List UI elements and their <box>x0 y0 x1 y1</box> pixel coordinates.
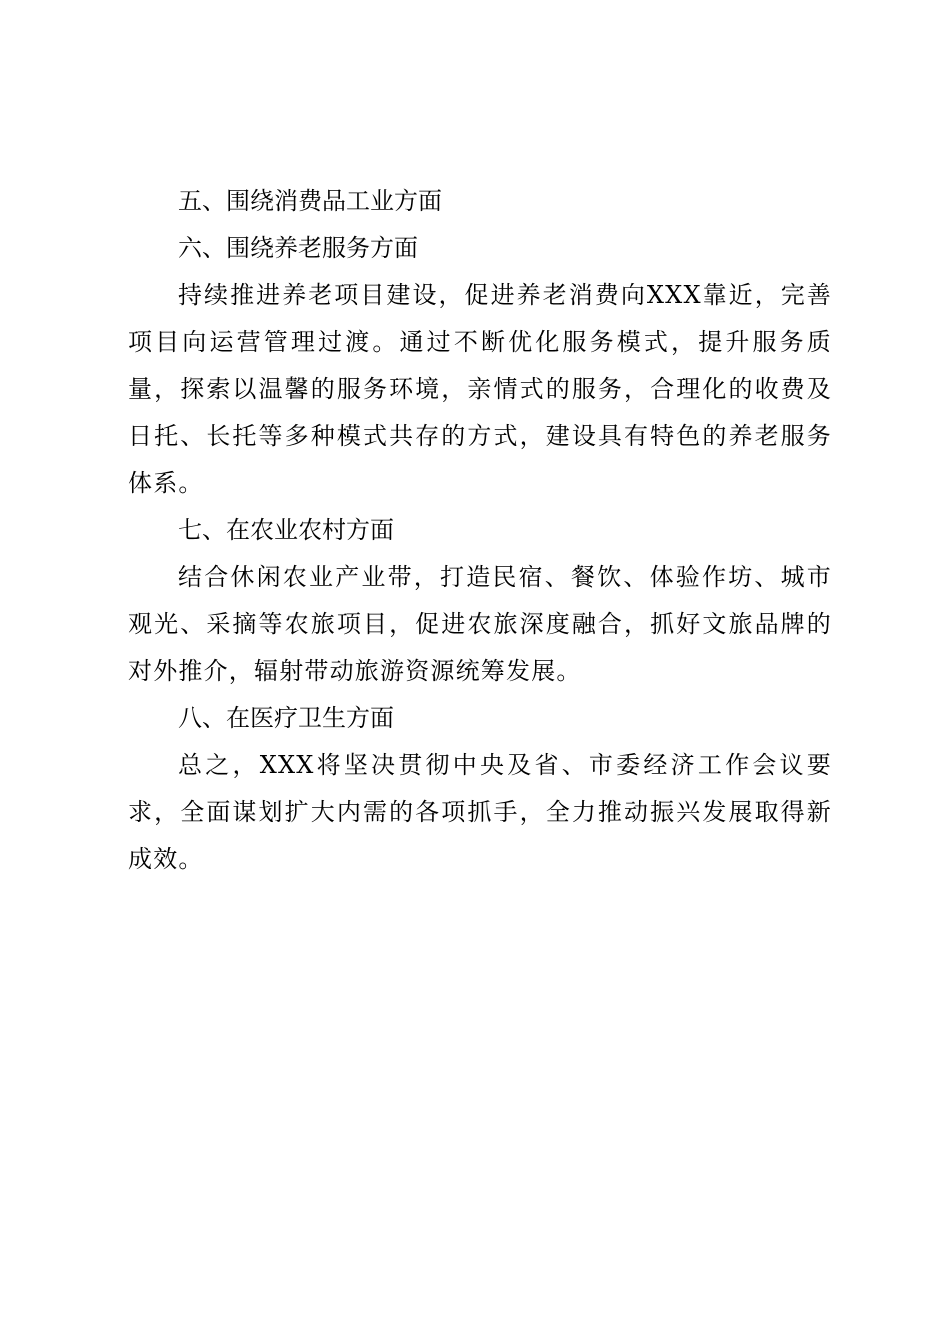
section-heading-consumer-goods: 五、围绕消费品工业方面 <box>178 187 442 215</box>
section-heading-agriculture: 七、在农业农村方面 <box>178 516 394 544</box>
document-body <box>128 178 832 883</box>
paragraph-conclusion: 总之，XXX将坚决贯彻中央及省、市委经济工作会议要求，全面谋划扩大内需的各项抓手，全力推动振兴发展取得新成效。 <box>128 751 832 873</box>
paragraph-agriculture: 结合休闲农业产业带，打造民宿、餐饮、体验作坊、城市观光、采摘等农旅项目，促进农旅深度融合，抓好文旅品牌的对外推介，辐射带动旅游资源统筹发展。 <box>128 563 832 685</box>
section-heading-healthcare: 八、在医疗卫生方面 <box>178 704 394 732</box>
section-heading-elderly-care: 六、围绕养老服务方面 <box>178 234 418 262</box>
paragraph-elderly-care: 持续推进养老项目建设，促进养老消费向XXX靠近，完善项目向运营管理过渡。通过不断优化服务模式，提升服务质量，探索以温馨的服务环境，亲情式的服务，合理化的收费及日托、长托等多种模式共存的方式，建设具有特色的养老服务体系。 <box>128 281 832 497</box>
